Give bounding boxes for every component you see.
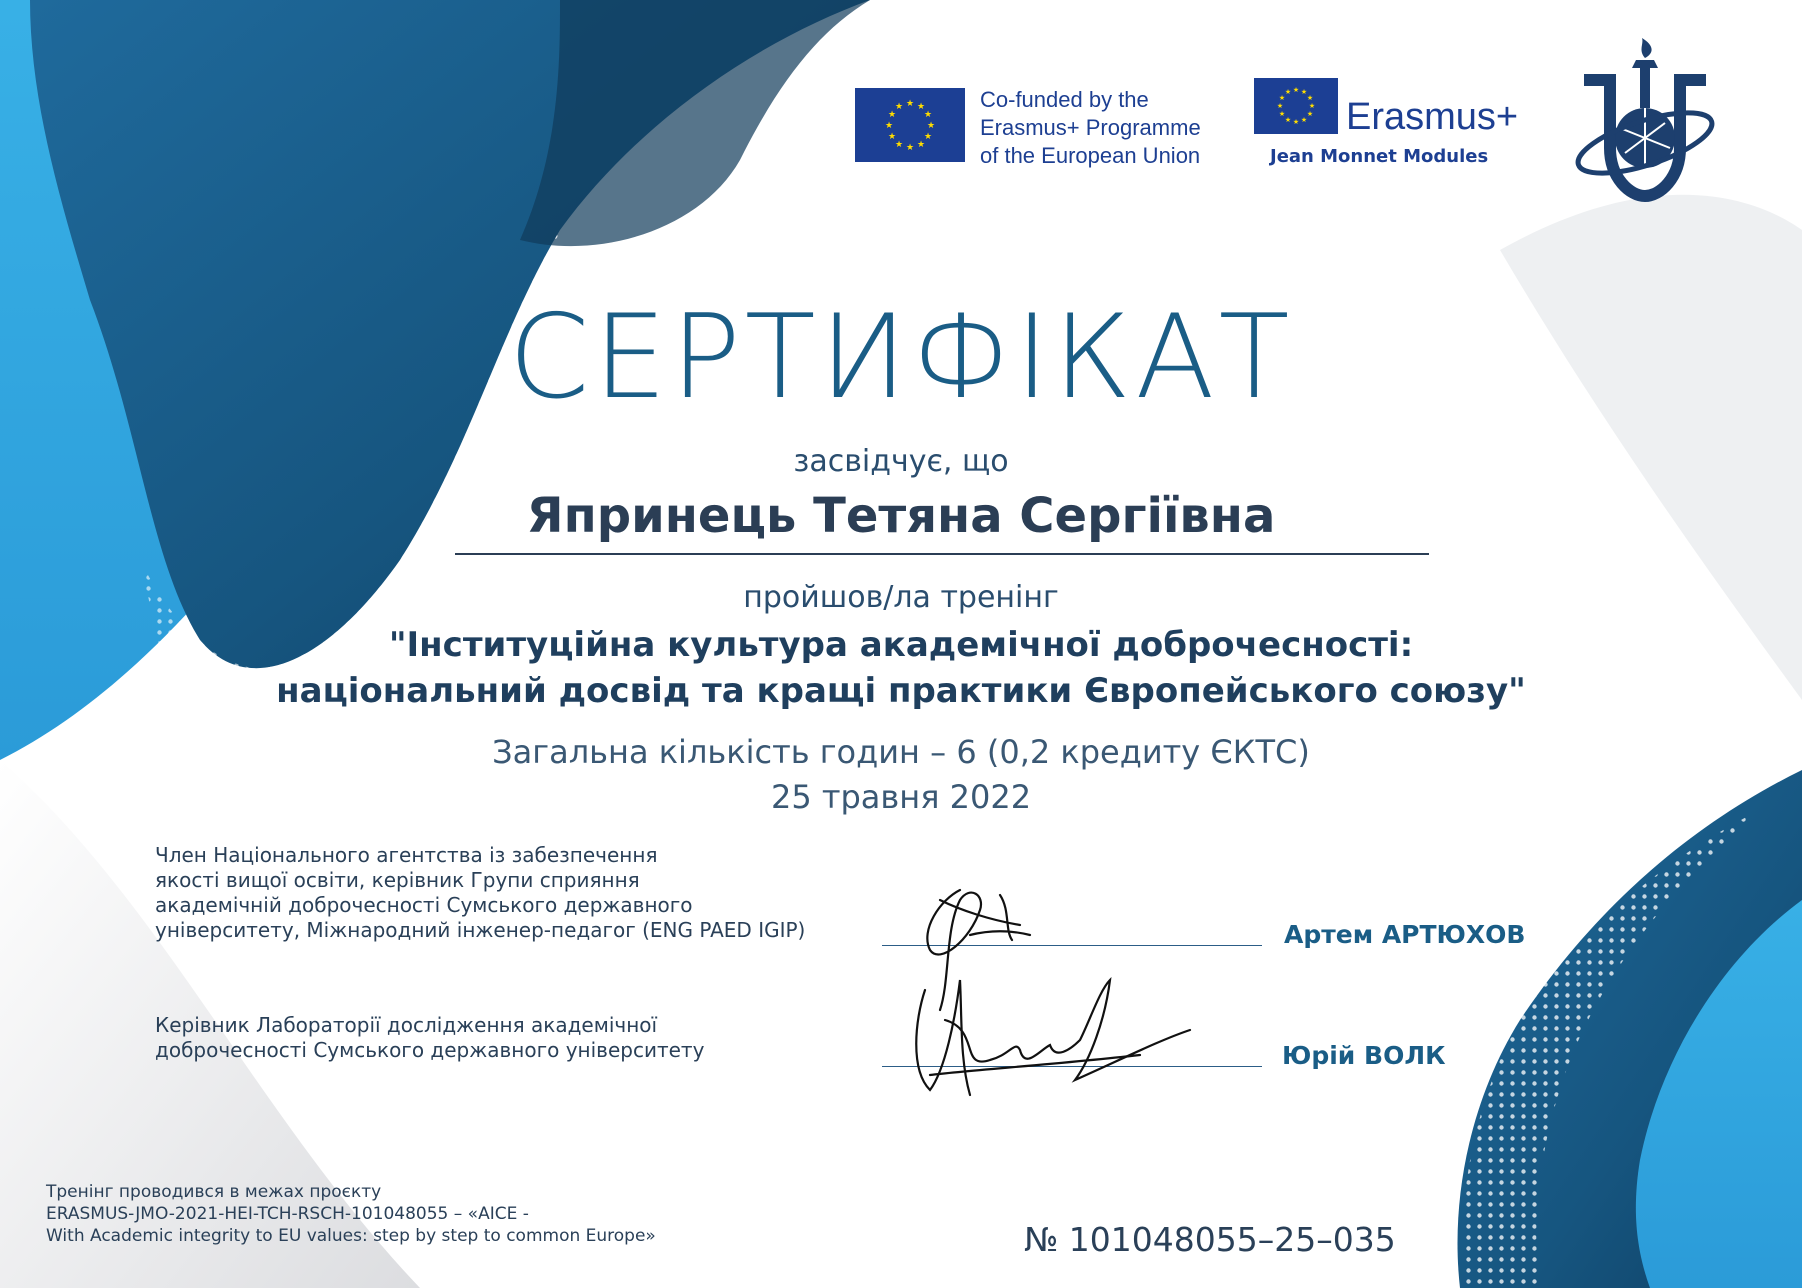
svg-text:★: ★ xyxy=(1284,116,1292,124)
svg-text:★: ★ xyxy=(905,143,915,153)
certificate-number: № 101048055–25–035 xyxy=(1024,1220,1396,1259)
signatory-name: Юрій ВОЛК xyxy=(1282,1041,1446,1070)
svg-text:★: ★ xyxy=(1278,94,1286,102)
svg-text:★: ★ xyxy=(887,132,897,142)
eu-cofunded-text: Co-funded by the Erasmus+ Programme of the European Union xyxy=(980,87,1201,168)
signatory-role: Керівник Лабораторії дослідження академічної доброчесності Сумського державного університету xyxy=(155,1013,705,1062)
svg-text:★: ★ xyxy=(894,140,904,150)
jean-monnet-subtitle: Jean Monnet Modules xyxy=(1270,146,1489,167)
course-title-line: "Інституційна культура академічної доброчесності: xyxy=(388,625,1414,665)
certifies-text: засвідчує, що xyxy=(793,444,1009,479)
svg-text:★: ★ xyxy=(1292,86,1300,94)
certificate-title: СЕРТИФІКАТ xyxy=(508,290,1294,425)
signatory-role: Член Національного агентства із забезпечення якості вищої освіти, керівник Групи сприяння академічній доброчесності Сумського державного університету, Міжнародний інженер-педагог (ENG PAED IGIP) xyxy=(155,843,806,942)
handwritten-signatures xyxy=(900,870,1200,1110)
svg-text:★: ★ xyxy=(1300,116,1308,124)
svg-text:★: ★ xyxy=(1284,88,1292,96)
project-footnote: Тренінг проводився в межах проєкту ERASMUS-JMO-2021-HEI-TCH-RSCH-101048055 – «AICE - With Academic integrity to EU values: step by step to common Europe» xyxy=(46,1182,656,1246)
svg-text:★: ★ xyxy=(926,121,936,131)
erasmus-plus-wordmark: Erasmus+ xyxy=(1346,96,1519,138)
recipient-name: Япринець Тетяна Сергіївна xyxy=(526,488,1276,544)
svg-text:★: ★ xyxy=(1276,102,1284,110)
svg-text:★: ★ xyxy=(894,102,904,112)
total-hours: Загальна кількість годин – 6 (0,2 кредиту ЄКТС) xyxy=(492,733,1310,771)
svg-text:★: ★ xyxy=(1292,118,1300,126)
sumdu-torch-logo-icon xyxy=(1570,38,1720,210)
eu-flag-icon xyxy=(855,88,965,162)
svg-text:★: ★ xyxy=(1278,110,1286,118)
course-title xyxy=(0,622,1802,714)
eu-flag-icon xyxy=(1254,78,1338,134)
signatory-name: Артем АРТЮХОВ xyxy=(1284,920,1526,949)
passed-training-text: пройшов/ла тренінг xyxy=(743,580,1059,615)
svg-text:★: ★ xyxy=(923,132,933,142)
svg-text:★: ★ xyxy=(905,99,915,109)
svg-text:★: ★ xyxy=(1308,102,1316,110)
course-title-line: національний досвід та кращі практики Європейського союзу" xyxy=(276,671,1526,711)
svg-text:★: ★ xyxy=(923,110,933,120)
svg-text:★: ★ xyxy=(916,102,926,112)
training-date: 25 травня 2022 xyxy=(770,778,1032,816)
name-underline xyxy=(455,553,1429,555)
svg-text:★: ★ xyxy=(916,140,926,150)
svg-text:★: ★ xyxy=(1306,110,1314,118)
svg-text:★: ★ xyxy=(1306,94,1314,102)
svg-text:★: ★ xyxy=(1300,88,1308,96)
svg-text:★: ★ xyxy=(887,110,897,120)
svg-text:★: ★ xyxy=(884,121,894,131)
